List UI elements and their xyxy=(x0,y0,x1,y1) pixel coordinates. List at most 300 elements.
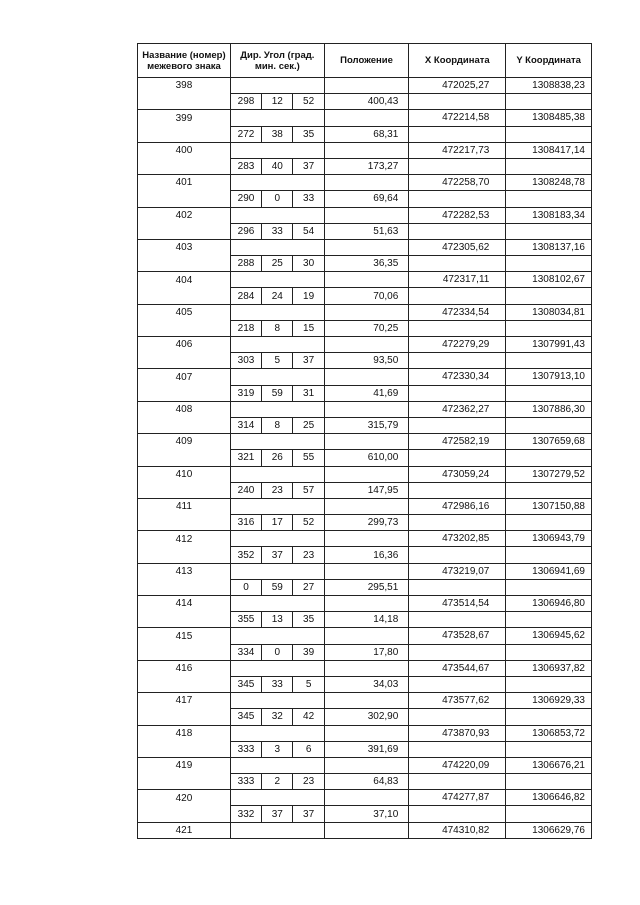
angle-degrees-cell: 272 xyxy=(230,126,261,142)
angle-seconds-cell xyxy=(293,790,324,806)
angle-degrees-cell: 298 xyxy=(230,94,261,110)
angle-seconds-cell xyxy=(293,531,324,547)
point-name-cell: 412 xyxy=(138,531,231,547)
angle-degrees-cell xyxy=(230,142,261,158)
x-coordinate-cell xyxy=(409,353,506,369)
angle-degrees-cell xyxy=(230,725,261,741)
length-cell xyxy=(324,790,409,806)
point-row xyxy=(138,563,592,579)
angle-seconds-cell xyxy=(293,693,324,709)
point-name-cell: 417 xyxy=(138,693,231,709)
y-coordinate-cell xyxy=(506,223,592,239)
point-row xyxy=(138,757,592,773)
x-coordinate-cell: 472217,73 xyxy=(409,142,506,158)
point-row xyxy=(138,725,592,741)
angle-seconds-cell xyxy=(293,563,324,579)
point-row xyxy=(138,304,592,320)
angle-seconds-cell xyxy=(293,660,324,676)
y-coordinate-cell: 1307150,88 xyxy=(506,498,592,514)
angle-degrees-cell: 316 xyxy=(230,515,261,531)
y-coordinate-cell xyxy=(506,612,592,628)
angle-seconds-cell: 6 xyxy=(293,741,324,757)
point-row xyxy=(138,207,592,223)
angle-degrees-cell xyxy=(230,78,261,94)
angle-minutes-cell xyxy=(262,239,293,255)
y-coordinate-cell: 1308485,38 xyxy=(506,110,592,126)
angle-seconds-cell xyxy=(293,175,324,191)
segment-row xyxy=(138,515,592,531)
length-cell xyxy=(324,239,409,255)
angle-seconds-cell xyxy=(293,207,324,223)
y-coordinate-cell xyxy=(506,385,592,401)
x-coordinate-cell xyxy=(409,256,506,272)
x-coordinate-cell: 473219,07 xyxy=(409,563,506,579)
angle-minutes-cell: 17 xyxy=(262,515,293,531)
length-cell: 610,00 xyxy=(324,450,409,466)
angle-degrees-cell xyxy=(230,175,261,191)
angle-minutes-cell xyxy=(262,822,293,838)
point-name-cell xyxy=(138,676,231,692)
x-coordinate-cell xyxy=(409,774,506,790)
angle-seconds-cell: 31 xyxy=(293,385,324,401)
angle-seconds-cell xyxy=(293,757,324,773)
angle-degrees-cell xyxy=(230,628,261,644)
segment-row xyxy=(138,482,592,498)
angle-minutes-cell xyxy=(262,628,293,644)
segment-row xyxy=(138,806,592,822)
angle-minutes-cell: 8 xyxy=(262,320,293,336)
point-name-cell xyxy=(138,806,231,822)
header-name: Название (номер) межевого знака xyxy=(138,44,231,78)
length-cell: 37,10 xyxy=(324,806,409,822)
angle-minutes-cell: 0 xyxy=(262,191,293,207)
x-coordinate-cell: 473059,24 xyxy=(409,466,506,482)
y-coordinate-cell: 1308102,67 xyxy=(506,272,592,288)
angle-minutes-cell: 0 xyxy=(262,644,293,660)
x-coordinate-cell: 472330,34 xyxy=(409,369,506,385)
angle-degrees-cell: 333 xyxy=(230,741,261,757)
length-cell: 41,69 xyxy=(324,385,409,401)
point-row xyxy=(138,628,592,644)
y-coordinate-cell: 1307279,52 xyxy=(506,466,592,482)
y-coordinate-cell: 1308838,23 xyxy=(506,78,592,94)
y-coordinate-cell: 1308183,34 xyxy=(506,207,592,223)
y-coordinate-cell xyxy=(506,806,592,822)
angle-minutes-cell: 32 xyxy=(262,709,293,725)
angle-seconds-cell: 37 xyxy=(293,353,324,369)
angle-seconds-cell: 33 xyxy=(293,191,324,207)
angle-degrees-cell: 352 xyxy=(230,547,261,563)
header-y: Y Координата xyxy=(506,44,592,78)
angle-degrees-cell: 296 xyxy=(230,223,261,239)
angle-minutes-cell xyxy=(262,207,293,223)
length-cell xyxy=(324,660,409,676)
header-length: Положение xyxy=(324,44,409,78)
angle-seconds-cell: 52 xyxy=(293,515,324,531)
y-coordinate-cell xyxy=(506,353,592,369)
angle-degrees-cell xyxy=(230,757,261,773)
point-name-cell xyxy=(138,482,231,498)
angle-minutes-cell xyxy=(262,401,293,417)
angle-minutes-cell xyxy=(262,693,293,709)
point-name-cell xyxy=(138,158,231,174)
segment-row xyxy=(138,709,592,725)
length-cell: 14,18 xyxy=(324,612,409,628)
x-coordinate-cell xyxy=(409,417,506,433)
point-row xyxy=(138,498,592,514)
y-coordinate-cell: 1306929,33 xyxy=(506,693,592,709)
y-coordinate-cell xyxy=(506,256,592,272)
angle-minutes-cell xyxy=(262,790,293,806)
angle-seconds-cell xyxy=(293,498,324,514)
length-cell: 295,51 xyxy=(324,579,409,595)
y-coordinate-cell: 1307991,43 xyxy=(506,337,592,353)
y-coordinate-cell: 1307659,68 xyxy=(506,434,592,450)
point-name-cell: 407 xyxy=(138,369,231,385)
length-cell: 69,64 xyxy=(324,191,409,207)
length-cell: 64,83 xyxy=(324,774,409,790)
point-name-cell xyxy=(138,353,231,369)
length-cell xyxy=(324,272,409,288)
y-coordinate-cell xyxy=(506,709,592,725)
point-name-cell xyxy=(138,417,231,433)
angle-minutes-cell xyxy=(262,369,293,385)
point-row xyxy=(138,337,592,353)
point-name-cell: 416 xyxy=(138,660,231,676)
angle-degrees-cell: 288 xyxy=(230,256,261,272)
x-coordinate-cell: 472214,58 xyxy=(409,110,506,126)
angle-degrees-cell xyxy=(230,466,261,482)
angle-degrees-cell xyxy=(230,207,261,223)
segment-row xyxy=(138,450,592,466)
point-name-cell xyxy=(138,612,231,628)
point-row xyxy=(138,693,592,709)
length-cell: 36,35 xyxy=(324,256,409,272)
angle-minutes-cell: 13 xyxy=(262,612,293,628)
y-coordinate-cell: 1306629,76 xyxy=(506,822,592,838)
angle-degrees-cell: 314 xyxy=(230,417,261,433)
angle-degrees-cell xyxy=(230,304,261,320)
angle-seconds-cell: 30 xyxy=(293,256,324,272)
x-coordinate-cell xyxy=(409,288,506,304)
length-cell xyxy=(324,142,409,158)
length-cell xyxy=(324,725,409,741)
length-cell: 70,06 xyxy=(324,288,409,304)
angle-seconds-cell: 19 xyxy=(293,288,324,304)
x-coordinate-cell xyxy=(409,709,506,725)
angle-degrees-cell xyxy=(230,434,261,450)
angle-minutes-cell xyxy=(262,110,293,126)
angle-minutes-cell xyxy=(262,660,293,676)
angle-minutes-cell: 24 xyxy=(262,288,293,304)
angle-minutes-cell: 12 xyxy=(262,94,293,110)
point-name-cell xyxy=(138,223,231,239)
angle-minutes-cell: 37 xyxy=(262,806,293,822)
length-cell xyxy=(324,337,409,353)
segment-row xyxy=(138,644,592,660)
segment-row xyxy=(138,385,592,401)
x-coordinate-cell xyxy=(409,676,506,692)
angle-seconds-cell xyxy=(293,239,324,255)
angle-seconds-cell: 27 xyxy=(293,579,324,595)
angle-degrees-cell xyxy=(230,660,261,676)
y-coordinate-cell xyxy=(506,547,592,563)
y-coordinate-cell: 1307886,30 xyxy=(506,401,592,417)
length-cell: 302,90 xyxy=(324,709,409,725)
angle-degrees-cell xyxy=(230,531,261,547)
angle-degrees-cell: 333 xyxy=(230,774,261,790)
segment-row xyxy=(138,191,592,207)
point-name-cell xyxy=(138,94,231,110)
x-coordinate-cell: 473870,93 xyxy=(409,725,506,741)
angle-seconds-cell: 42 xyxy=(293,709,324,725)
angle-minutes-cell: 37 xyxy=(262,547,293,563)
x-coordinate-cell xyxy=(409,806,506,822)
length-cell xyxy=(324,207,409,223)
point-name-cell xyxy=(138,320,231,336)
angle-seconds-cell xyxy=(293,337,324,353)
angle-degrees-cell: 345 xyxy=(230,676,261,692)
point-row xyxy=(138,660,592,676)
x-coordinate-cell xyxy=(409,547,506,563)
length-cell xyxy=(324,822,409,838)
angle-degrees-cell xyxy=(230,369,261,385)
angle-seconds-cell: 23 xyxy=(293,547,324,563)
point-row xyxy=(138,822,592,838)
angle-degrees-cell xyxy=(230,596,261,612)
angle-degrees-cell: 334 xyxy=(230,644,261,660)
point-row xyxy=(138,401,592,417)
angle-minutes-cell xyxy=(262,78,293,94)
point-name-cell: 419 xyxy=(138,757,231,773)
y-coordinate-cell xyxy=(506,676,592,692)
angle-seconds-cell: 54 xyxy=(293,223,324,239)
angle-seconds-cell: 25 xyxy=(293,417,324,433)
y-coordinate-cell: 1308248,78 xyxy=(506,175,592,191)
point-row xyxy=(138,175,592,191)
angle-degrees-cell xyxy=(230,337,261,353)
point-name-cell: 401 xyxy=(138,175,231,191)
angle-seconds-cell xyxy=(293,725,324,741)
x-coordinate-cell: 472282,53 xyxy=(409,207,506,223)
length-cell: 147,95 xyxy=(324,482,409,498)
segment-row xyxy=(138,288,592,304)
angle-degrees-cell: 290 xyxy=(230,191,261,207)
x-coordinate-cell: 473577,62 xyxy=(409,693,506,709)
segment-row xyxy=(138,158,592,174)
angle-minutes-cell: 2 xyxy=(262,774,293,790)
y-coordinate-cell xyxy=(506,191,592,207)
x-coordinate-cell xyxy=(409,223,506,239)
point-name-cell: 414 xyxy=(138,596,231,612)
angle-seconds-cell: 39 xyxy=(293,644,324,660)
x-coordinate-cell: 472279,29 xyxy=(409,337,506,353)
angle-minutes-cell: 5 xyxy=(262,353,293,369)
angle-seconds-cell xyxy=(293,304,324,320)
point-row xyxy=(138,369,592,385)
x-coordinate-cell xyxy=(409,385,506,401)
angle-minutes-cell: 26 xyxy=(262,450,293,466)
segment-row xyxy=(138,741,592,757)
point-name-cell: 420 xyxy=(138,790,231,806)
point-name-cell: 410 xyxy=(138,466,231,482)
x-coordinate-cell: 472025,27 xyxy=(409,78,506,94)
x-coordinate-cell xyxy=(409,94,506,110)
y-coordinate-cell xyxy=(506,579,592,595)
segment-row xyxy=(138,774,592,790)
length-cell xyxy=(324,434,409,450)
y-coordinate-cell xyxy=(506,482,592,498)
angle-seconds-cell xyxy=(293,272,324,288)
x-coordinate-cell xyxy=(409,482,506,498)
angle-minutes-cell: 8 xyxy=(262,417,293,433)
x-coordinate-cell xyxy=(409,741,506,757)
point-name-cell: 402 xyxy=(138,207,231,223)
length-cell: 299,73 xyxy=(324,515,409,531)
length-cell: 400,43 xyxy=(324,94,409,110)
x-coordinate-cell: 473202,85 xyxy=(409,531,506,547)
length-cell xyxy=(324,628,409,644)
angle-seconds-cell: 23 xyxy=(293,774,324,790)
angle-seconds-cell: 5 xyxy=(293,676,324,692)
segment-row xyxy=(138,126,592,142)
angle-degrees-cell xyxy=(230,498,261,514)
point-row xyxy=(138,790,592,806)
y-coordinate-cell: 1306943,79 xyxy=(506,531,592,547)
x-coordinate-cell xyxy=(409,644,506,660)
y-coordinate-cell xyxy=(506,417,592,433)
y-coordinate-cell xyxy=(506,158,592,174)
length-cell: 315,79 xyxy=(324,417,409,433)
point-name-cell xyxy=(138,579,231,595)
y-coordinate-cell xyxy=(506,450,592,466)
point-name-cell xyxy=(138,644,231,660)
segment-row xyxy=(138,94,592,110)
point-row xyxy=(138,239,592,255)
point-name-cell xyxy=(138,450,231,466)
angle-minutes-cell: 59 xyxy=(262,385,293,401)
angle-minutes-cell xyxy=(262,757,293,773)
angle-seconds-cell xyxy=(293,822,324,838)
angle-degrees-cell xyxy=(230,693,261,709)
x-coordinate-cell: 472986,16 xyxy=(409,498,506,514)
point-name-cell: 409 xyxy=(138,434,231,450)
angle-minutes-cell xyxy=(262,498,293,514)
point-name-cell: 406 xyxy=(138,337,231,353)
angle-degrees-cell: 321 xyxy=(230,450,261,466)
point-name-cell: 413 xyxy=(138,563,231,579)
angle-degrees-cell: 332 xyxy=(230,806,261,822)
header-x: X Координата xyxy=(409,44,506,78)
x-coordinate-cell xyxy=(409,191,506,207)
angle-minutes-cell xyxy=(262,434,293,450)
point-name-cell: 415 xyxy=(138,628,231,644)
angle-seconds-cell xyxy=(293,110,324,126)
length-cell: 16,36 xyxy=(324,547,409,563)
x-coordinate-cell: 474310,82 xyxy=(409,822,506,838)
point-name-cell xyxy=(138,709,231,725)
table-body xyxy=(138,78,592,839)
x-coordinate-cell: 474220,09 xyxy=(409,757,506,773)
angle-degrees-cell xyxy=(230,272,261,288)
angle-minutes-cell: 3 xyxy=(262,741,293,757)
angle-minutes-cell xyxy=(262,337,293,353)
segment-row xyxy=(138,320,592,336)
point-name-cell xyxy=(138,741,231,757)
angle-minutes-cell: 38 xyxy=(262,126,293,142)
segment-row xyxy=(138,612,592,628)
angle-minutes-cell: 33 xyxy=(262,223,293,239)
x-coordinate-cell xyxy=(409,450,506,466)
y-coordinate-cell xyxy=(506,320,592,336)
angle-degrees-cell xyxy=(230,239,261,255)
angle-seconds-cell: 37 xyxy=(293,158,324,174)
y-coordinate-cell xyxy=(506,288,592,304)
table-header-row xyxy=(138,44,592,78)
x-coordinate-cell: 472305,62 xyxy=(409,239,506,255)
point-row xyxy=(138,272,592,288)
y-coordinate-cell xyxy=(506,515,592,531)
x-coordinate-cell: 472258,70 xyxy=(409,175,506,191)
angle-minutes-cell xyxy=(262,304,293,320)
length-cell xyxy=(324,304,409,320)
angle-minutes-cell xyxy=(262,175,293,191)
boundary-coordinates-table xyxy=(137,43,592,839)
length-cell xyxy=(324,498,409,514)
angle-seconds-cell xyxy=(293,628,324,644)
length-cell xyxy=(324,531,409,547)
angle-minutes-cell: 23 xyxy=(262,482,293,498)
length-cell: 17,80 xyxy=(324,644,409,660)
x-coordinate-cell: 472334,54 xyxy=(409,304,506,320)
angle-degrees-cell xyxy=(230,110,261,126)
angle-degrees-cell: 240 xyxy=(230,482,261,498)
point-name-cell xyxy=(138,256,231,272)
y-coordinate-cell: 1308417,14 xyxy=(506,142,592,158)
angle-degrees-cell xyxy=(230,401,261,417)
point-name-cell: 403 xyxy=(138,239,231,255)
angle-degrees-cell: 355 xyxy=(230,612,261,628)
point-name-cell xyxy=(138,385,231,401)
x-coordinate-cell xyxy=(409,126,506,142)
point-name-cell: 411 xyxy=(138,498,231,514)
angle-minutes-cell: 59 xyxy=(262,579,293,595)
y-coordinate-cell: 1306937,82 xyxy=(506,660,592,676)
y-coordinate-cell: 1307913,10 xyxy=(506,369,592,385)
length-cell: 93,50 xyxy=(324,353,409,369)
angle-degrees-cell xyxy=(230,790,261,806)
length-cell xyxy=(324,78,409,94)
segment-row xyxy=(138,353,592,369)
length-cell xyxy=(324,466,409,482)
x-coordinate-cell: 472317,11 xyxy=(409,272,506,288)
angle-degrees-cell: 0 xyxy=(230,579,261,595)
segment-row xyxy=(138,417,592,433)
angle-seconds-cell: 15 xyxy=(293,320,324,336)
x-coordinate-cell: 473544,67 xyxy=(409,660,506,676)
header-angle: Дир. Угол (град. мин. сек.) xyxy=(230,44,324,78)
length-cell: 68,31 xyxy=(324,126,409,142)
segment-row xyxy=(138,256,592,272)
angle-degrees-cell: 284 xyxy=(230,288,261,304)
angle-minutes-cell xyxy=(262,466,293,482)
length-cell xyxy=(324,563,409,579)
point-row xyxy=(138,531,592,547)
point-row xyxy=(138,78,592,94)
length-cell xyxy=(324,596,409,612)
length-cell xyxy=(324,175,409,191)
angle-minutes-cell: 40 xyxy=(262,158,293,174)
